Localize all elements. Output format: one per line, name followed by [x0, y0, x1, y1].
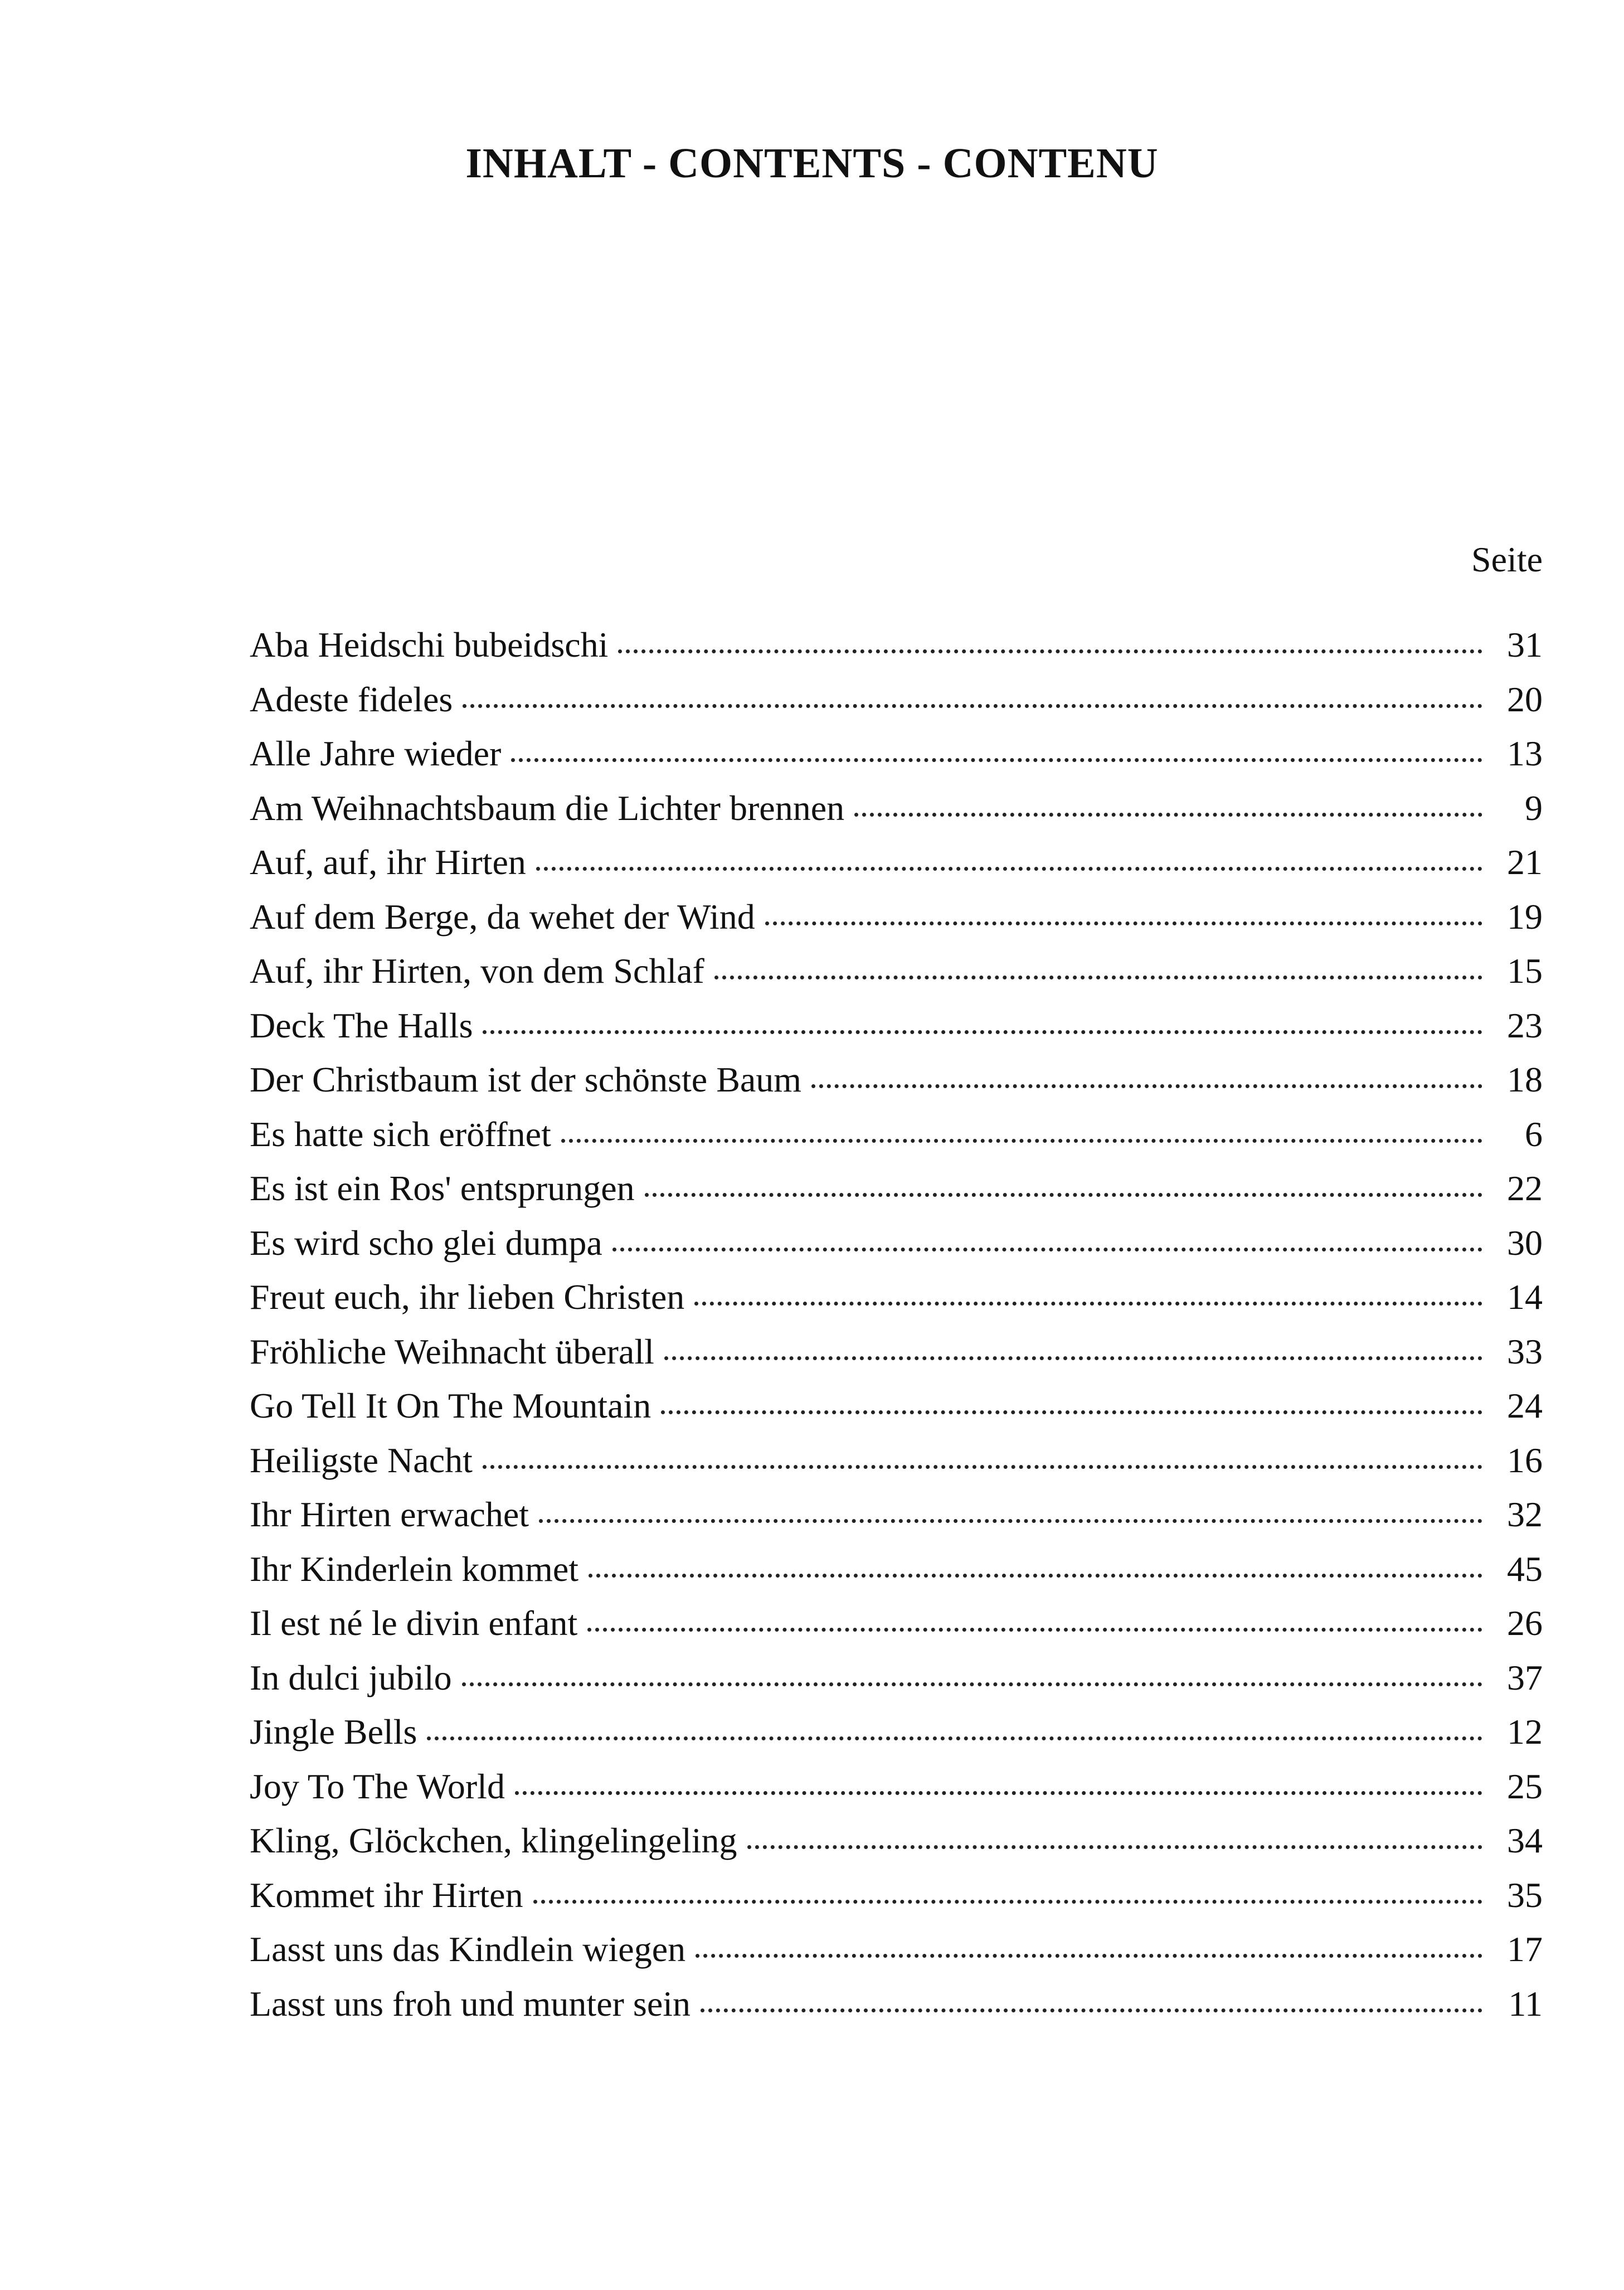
- toc-entry-page: 17: [1507, 1929, 1543, 1969]
- toc-entry-page: 30: [1507, 1222, 1543, 1263]
- toc-entry-page: 19: [1507, 896, 1543, 937]
- toc-entry-title: Adeste fideles: [250, 679, 453, 719]
- toc-entry-page: 18: [1507, 1060, 1543, 1099]
- toc-entry-page: 15: [1507, 951, 1543, 991]
- toc-entry-title: Joy To The World: [250, 1766, 505, 1806]
- toc-entry: [250, 1542, 1543, 1597]
- toc-entry: [250, 618, 1543, 672]
- dot-leader: [664, 1356, 1482, 1360]
- dot-leader: [427, 1736, 1482, 1740]
- dot-leader: [511, 758, 1482, 762]
- page-title: INHALT - CONTENTS - CONTENU: [465, 140, 1159, 187]
- page-column-header: Seite: [1471, 540, 1543, 579]
- toc-entry-title: Ihr Kinderlein kommet: [250, 1549, 579, 1589]
- toc-entry: [250, 1705, 1543, 1759]
- toc-entry-title: Kommet ihr Hirten: [250, 1875, 523, 1915]
- toc-entry-title: Kling, Glöckchen, klingelingeling: [250, 1821, 737, 1860]
- dot-leader: [483, 1465, 1482, 1469]
- toc-entry-page: 20: [1507, 679, 1543, 719]
- toc-entry-title: Es hatte sich eröffnet: [250, 1114, 551, 1154]
- toc-entry-page: 24: [1507, 1386, 1543, 1425]
- toc-entry-title: Il est né le divin enfant: [250, 1603, 578, 1643]
- toc-entry-page: 14: [1507, 1277, 1543, 1317]
- dot-leader: [747, 1845, 1483, 1849]
- toc-entry-title: Es wird scho glei dumpa: [250, 1222, 602, 1263]
- dot-leader: [463, 704, 1482, 708]
- toc-entry: [250, 1868, 1543, 1923]
- toc-entry: [250, 781, 1543, 836]
- dot-leader: [589, 1574, 1482, 1578]
- toc-entry-title: Lasst uns das Kindlein wiegen: [250, 1929, 686, 1969]
- toc-entry: [250, 1433, 1543, 1488]
- toc-entry: [250, 1977, 1543, 2031]
- toc-entry-title: Aba Heidschi bubeidschi: [250, 625, 609, 664]
- toc-entry-page: 45: [1507, 1549, 1543, 1589]
- toc-entry-page: 6: [1525, 1114, 1543, 1154]
- toc-entry: [250, 1651, 1543, 1705]
- toc-entry-page: 13: [1507, 734, 1543, 773]
- toc-entry: [250, 1270, 1543, 1324]
- dot-leader: [661, 1410, 1482, 1414]
- dot-leader: [696, 1954, 1482, 1958]
- toc-entry-title: Auf dem Berge, da wehet der Wind: [250, 896, 755, 937]
- toc-entry-page: 16: [1507, 1440, 1543, 1480]
- toc-entry-page: 26: [1507, 1603, 1543, 1643]
- dot-leader: [645, 1193, 1482, 1197]
- toc-entry-title: Heiligste Nacht: [250, 1440, 473, 1480]
- toc-entry-page: 37: [1507, 1657, 1543, 1697]
- toc-entry: [250, 726, 1543, 781]
- dot-leader: [765, 921, 1482, 925]
- dot-leader: [854, 813, 1482, 817]
- toc-entry: [250, 1922, 1543, 1977]
- dot-leader: [618, 649, 1482, 653]
- toc-entry-page: 11: [1508, 1983, 1543, 2024]
- toc-entry-title: Go Tell It On The Mountain: [250, 1386, 651, 1425]
- dot-leader: [483, 1030, 1482, 1034]
- dot-leader: [701, 2008, 1482, 2012]
- toc-entry-title: Deck The Halls: [250, 1005, 473, 1045]
- dot-leader: [536, 867, 1482, 871]
- toc-entry: [250, 1487, 1543, 1542]
- dot-leader: [714, 976, 1482, 979]
- toc-entry: [250, 1813, 1543, 1868]
- toc-entry: [250, 998, 1543, 1053]
- toc-entry-title: In dulci jubilo: [250, 1657, 452, 1697]
- toc-entry: [250, 1052, 1543, 1107]
- toc-entry-title: Auf, ihr Hirten, von dem Schlaf: [250, 951, 704, 991]
- toc-entry-title: Es ist ein Ros' entsprungen: [250, 1168, 635, 1208]
- toc-entry-page: 32: [1507, 1495, 1543, 1534]
- toc-entry: [250, 1107, 1543, 1162]
- toc-entry: [250, 1161, 1543, 1216]
- dot-leader: [533, 1900, 1482, 1904]
- dot-leader: [811, 1084, 1482, 1088]
- toc-entry-page: 33: [1507, 1331, 1543, 1371]
- toc-entry-page: 22: [1507, 1168, 1543, 1208]
- toc-entry-page: 12: [1507, 1712, 1543, 1752]
- toc-entry-title: Alle Jahre wieder: [250, 734, 502, 773]
- toc-entry-page: 35: [1507, 1875, 1543, 1915]
- toc-entry: [250, 890, 1543, 944]
- toc-entry-title: Auf, auf, ihr Hirten: [250, 842, 526, 882]
- dot-leader: [612, 1248, 1482, 1251]
- toc-entry: [250, 1379, 1543, 1433]
- dot-leader: [462, 1682, 1482, 1686]
- toc-entry-title: Am Weihnachtsbaum die Lichter brennen: [250, 788, 845, 828]
- toc-entry: [250, 1759, 1543, 1814]
- toc-entry: [250, 1324, 1543, 1379]
- toc-entry: [250, 672, 1543, 727]
- dot-leader: [694, 1302, 1482, 1306]
- dot-leader: [539, 1519, 1482, 1523]
- toc-entry: [250, 835, 1543, 890]
- toc-entry-page: 9: [1525, 788, 1543, 828]
- toc-entry-title: Der Christbaum ist der schönste Baum: [250, 1060, 802, 1099]
- toc-entry-title: Jingle Bells: [250, 1712, 417, 1752]
- dot-leader: [587, 1628, 1482, 1632]
- toc-entry: [250, 1596, 1543, 1651]
- toc-entry-page: 25: [1507, 1766, 1543, 1806]
- toc-entry-page: 31: [1507, 625, 1543, 664]
- toc-entry-title: Lasst uns froh und munter sein: [250, 1983, 691, 2024]
- dot-leader: [561, 1139, 1482, 1143]
- toc-entry: [250, 944, 1543, 998]
- toc-entry-title: Fröhliche Weihnacht überall: [250, 1331, 654, 1371]
- toc-entry-page: 21: [1507, 842, 1543, 882]
- table-of-contents: [250, 618, 1543, 2031]
- toc-entry-page: 23: [1507, 1005, 1543, 1045]
- toc-entry: [250, 1216, 1543, 1270]
- toc-entry-page: 34: [1507, 1821, 1543, 1860]
- dot-leader: [515, 1791, 1482, 1795]
- toc-entry-title: Freut euch, ihr lieben Christen: [250, 1277, 685, 1317]
- toc-entry-title: Ihr Hirten erwachet: [250, 1495, 529, 1534]
